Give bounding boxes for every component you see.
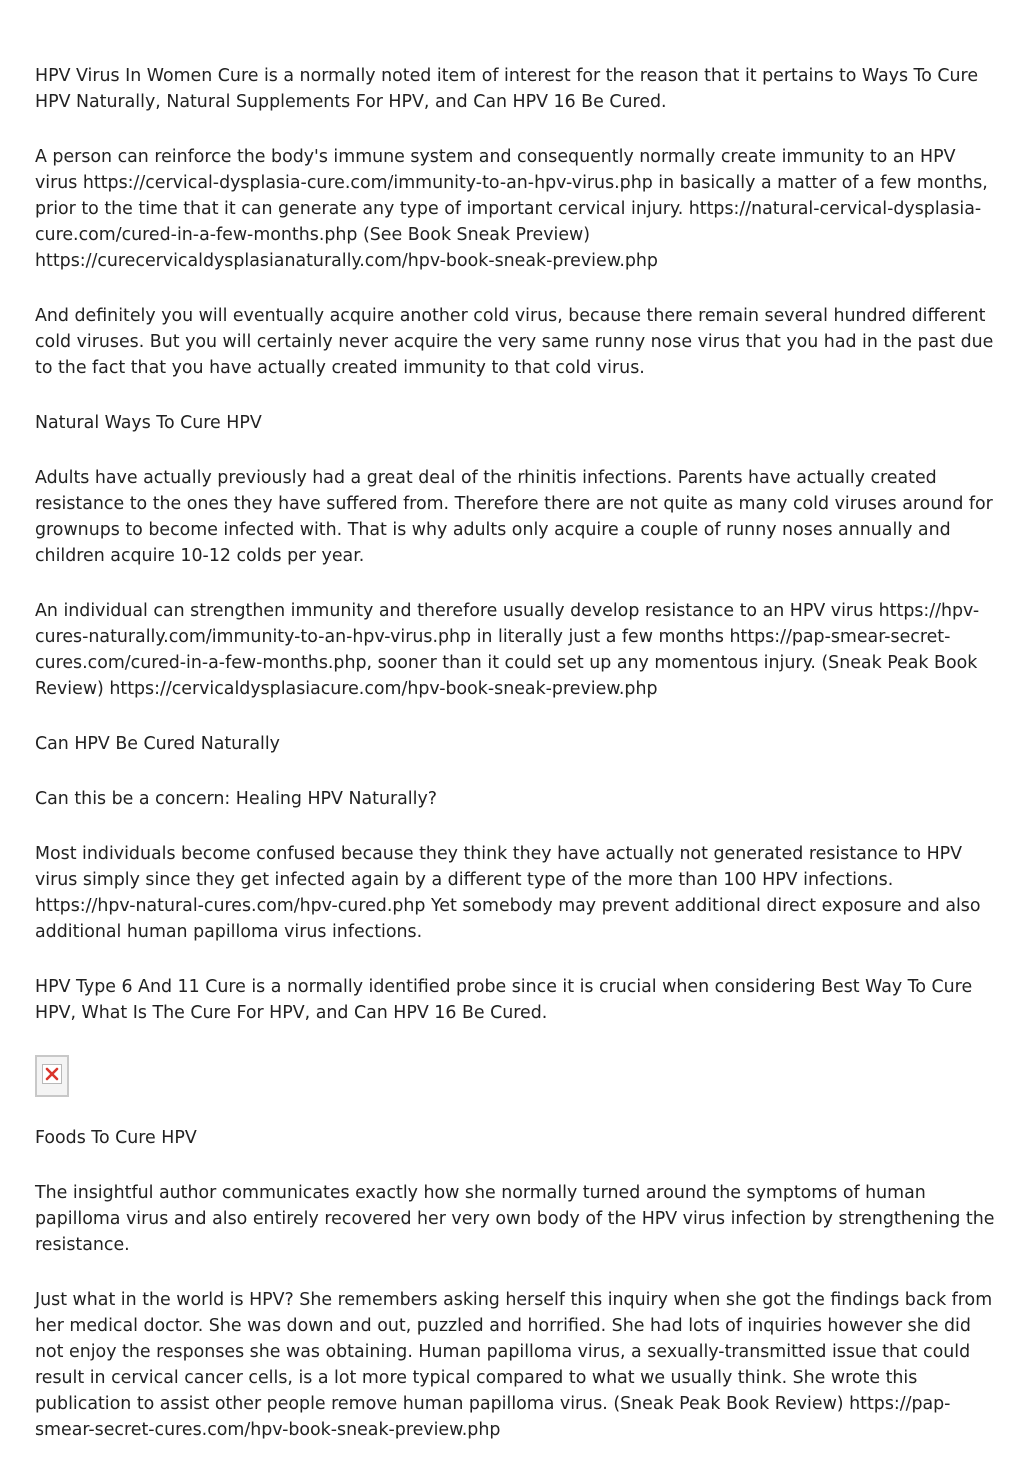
heading-can-hpv-be-cured: Can HPV Be Cured Naturally [35, 734, 280, 754]
paragraph-confused: Most individuals become confused because they think they have actually not generated resistance to HPV virus simply since they get infected again by a different type of the more than 100 HPV infections. https://hpv-natural-cures.com/hpv-cured.php Yet somebody may prevent additional direct exposure and also additional human papilloma virus infections. [35, 844, 981, 942]
paragraph-what-is-hpv: Just what in the world is HPV? She remembers asking herself this inquiry when she got the findings back from her medical doctor. She was down and out, puzzled and horrified. She had lots of inquiries however she did not enjoy the responses she was obtaining. Human papilloma virus, a sexually-transmitted issue that could result in cervical cancer cells, is a lot more typical compared to what we usually think. She wrote this publication to assist other people remove human papilloma virus. (Sneak Peak Book Review) https://pap-smear-secret-cures.com/hpv-book-sneak-preview.php [35, 1290, 993, 1440]
paragraph-immunity: A person can reinforce the body's immune system and consequently normally create immunity to an HPV virus https://cervical-dysplasia-cure.com/immunity-to-an-hpv-virus.php in basically a matter of a few months, prior to the time that it can generate any type of important cervical injury. https://natural-cervical-dysplasia-cure.com/cured-in-a-few-months.php (See Book Sneak Preview) https://curecervicaldysplasianaturally.com/hpv-book-sneak-preview.php [35, 147, 988, 271]
heading-natural-ways: Natural Ways To Cure HPV [35, 413, 262, 433]
heading-concern: Can this be a concern: Healing HPV Naturally? [35, 789, 437, 809]
paragraph-author: The insightful author communicates exactly how she normally turned around the symptoms of human papilloma virus and also entirely recovered her very own body of the HPV virus infection by strengthening the resistance. [35, 1183, 995, 1255]
paragraph-intro: HPV Virus In Women Cure is a normally noted item of interest for the reason that it pertains to Ways To Cure HPV Naturally, Natural Supplements For HPV, and Can HPV 16 Be Cured. [35, 66, 979, 112]
paragraph-strengthen-immunity: An individual can strengthen immunity and therefore usually develop resistance to an HPV virus https://hpv-cures-naturally.com/immunity-to-an-hpv-virus.php in literally just a few months https://pap-smear-secret-cures.com/cured-in-a-few-months.php, sooner than it could set up any momentous injury. (Sneak Peak Book Review) https://cervicaldysplasiacure.com/hpv-book-sneak-preview.php [35, 601, 980, 699]
document-body [35, 63, 995, 1472]
paragraph-cold-virus: And definitely you will eventually acquire another cold virus, because there remain several hundred different cold viruses. But you will certainly never acquire the very same runny nose virus that you had in the past due to the fact that you have actually created immunity to that cold virus. [35, 306, 994, 378]
heading-foods: Foods To Cure HPV [35, 1128, 197, 1148]
broken-image-icon [35, 1055, 69, 1097]
paragraph-adults: Adults have actually previously had a great deal of the rhinitis infections. Parents have actually created resistance to the ones they have suffered from. Therefore there are not quite as many cold viruses around for grownups to become infected with. That is why adults only acquire a couple of runny noses annually and children acquire 10-12 colds per year. [35, 468, 993, 566]
paragraph-type-6-11: HPV Type 6 And 11 Cure is a normally identified probe since it is crucial when considering Best Way To Cure HPV, What Is The Cure For HPV, and Can HPV 16 Be Cured. [35, 977, 973, 1023]
